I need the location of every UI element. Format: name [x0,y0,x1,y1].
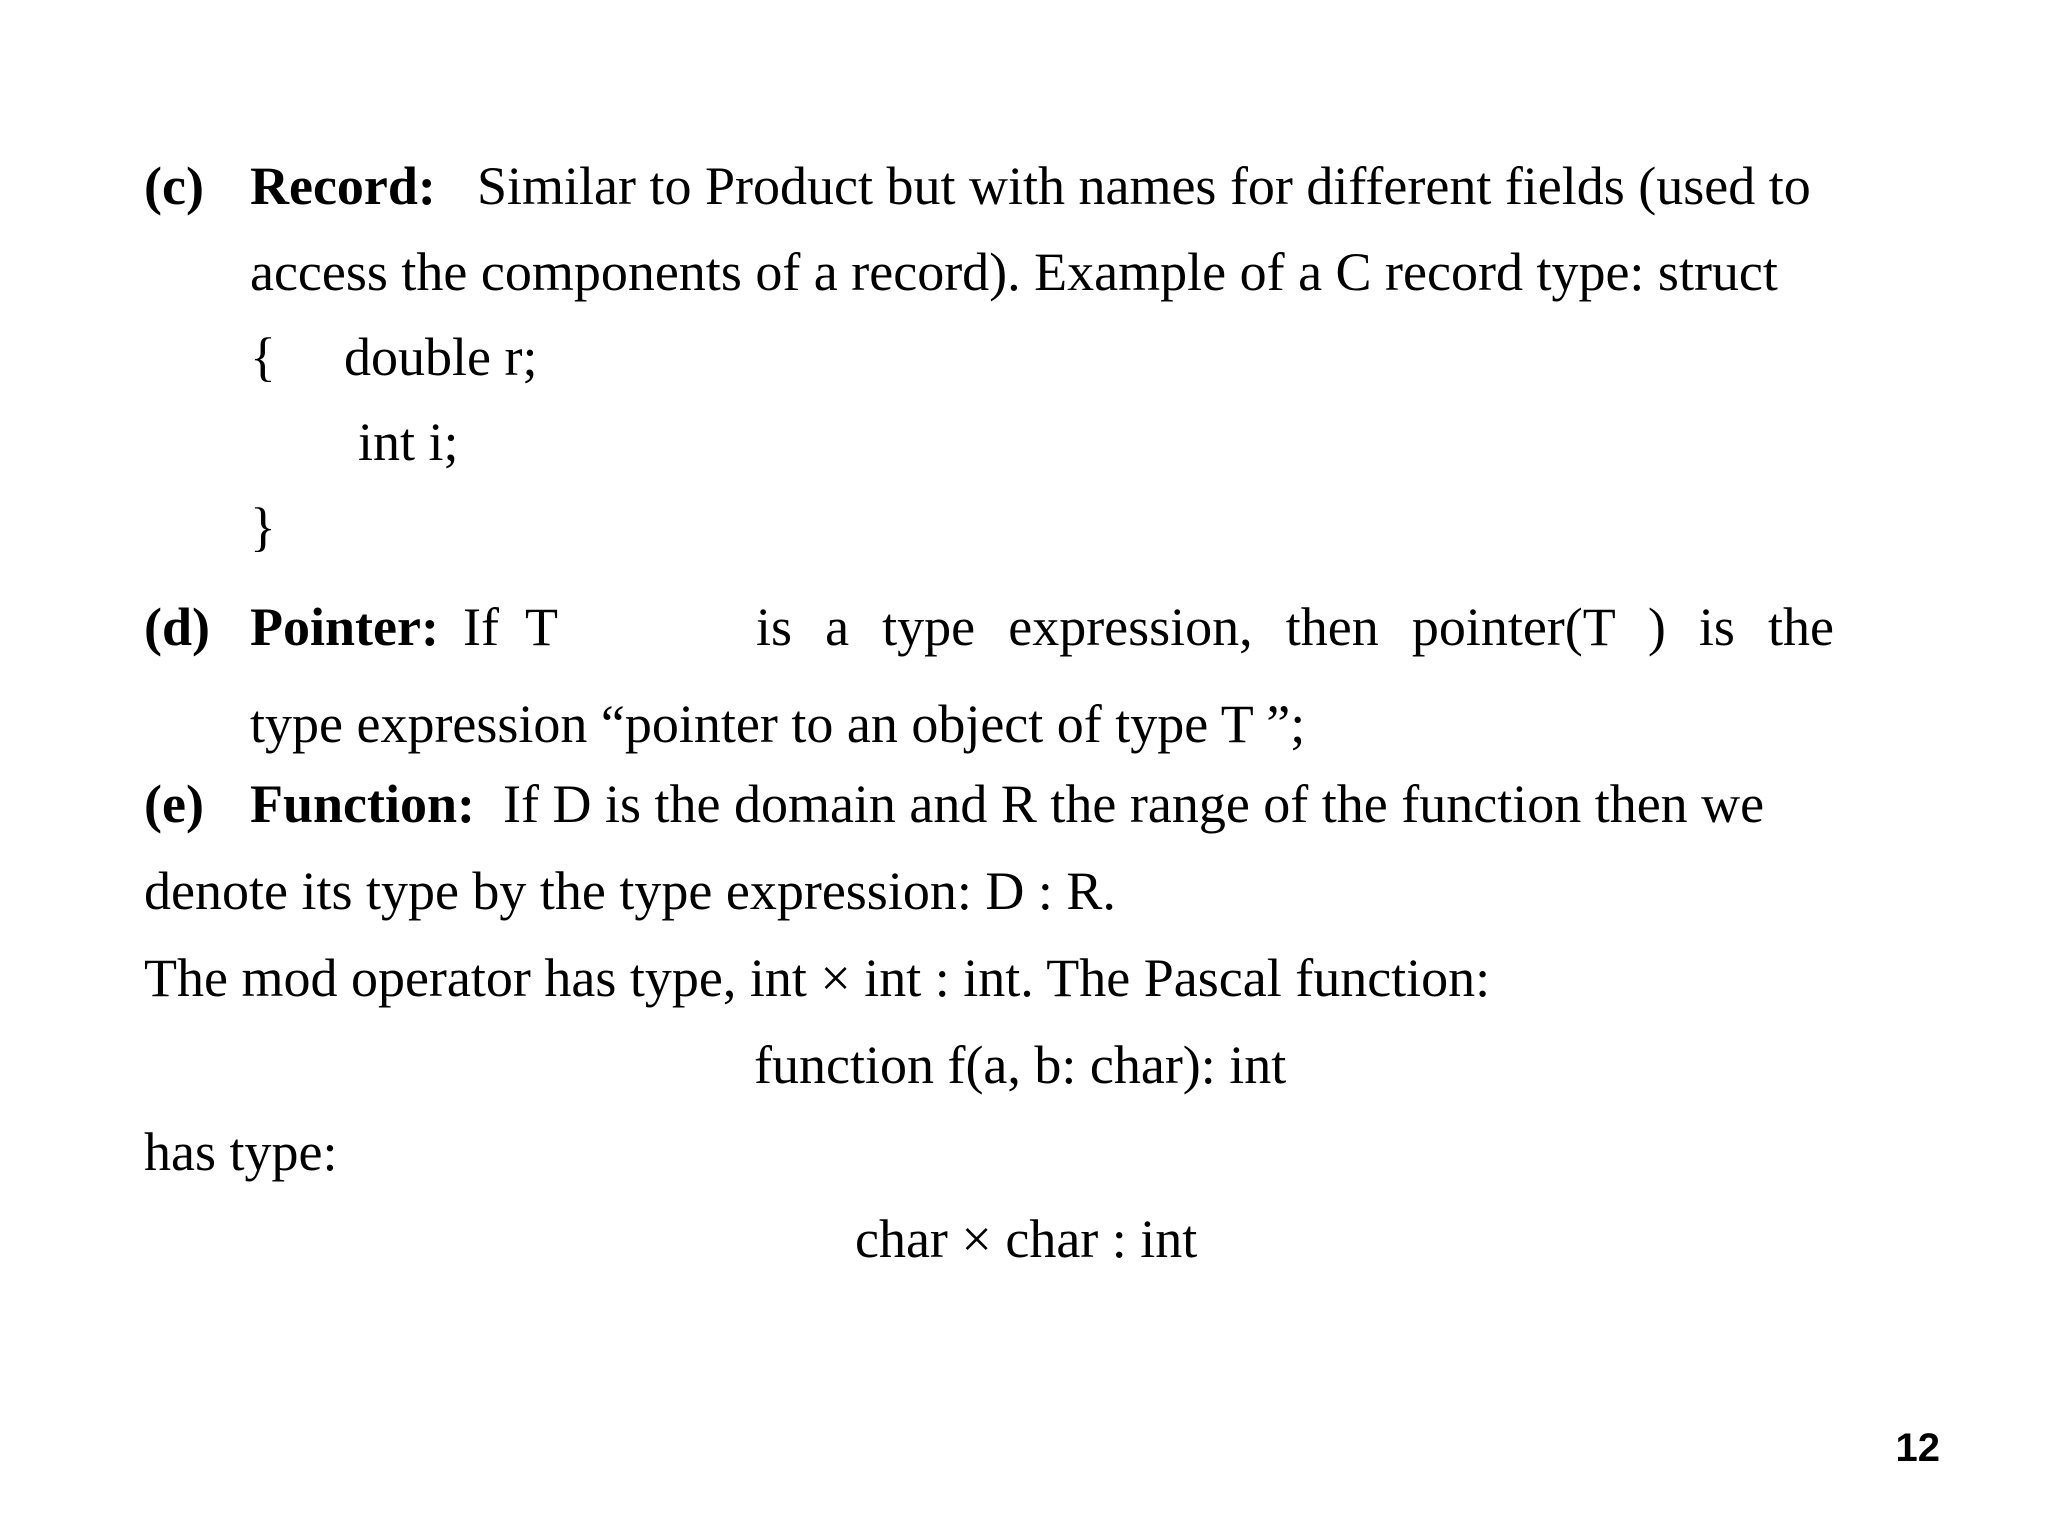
paragraph-has-type: has type: [144,1122,338,1182]
code-close-brace: } [250,497,276,557]
result-type-expression: char × char : int [855,1209,1198,1269]
item-d-line2: type expression “pointer to an object of type T ”; [250,694,1306,754]
item-c-heading: Record: [250,156,436,216]
page-number: 12 [1895,1426,1940,1470]
item-d-text-b: is a type expression, then pointer(T ) is the [756,597,1834,657]
item-e-marker: (e) [144,774,204,834]
item-c-line2: access the components of a record). Example of a C record type: struct [250,242,1778,302]
code-field-int: int i; [358,412,459,472]
paragraph-mod-operator: The mod operator has type, int × int : int. The Pascal function: [144,948,1491,1008]
item-e-line1: If D is the domain and R the range of the function then we [503,774,1765,834]
item-e-line2: denote its type by the type expression: D : R. [144,861,1116,921]
item-d-marker: (d) [144,597,210,657]
function-declaration: function f(a, b: char): int [754,1035,1287,1095]
item-d-text-a: If T [463,597,558,657]
item-d-heading: Pointer: [250,597,439,657]
item-c-marker: (c) [144,156,204,216]
item-c-line1: Similar to Product but with names for different fields (used to [477,156,1811,216]
code-field-double: double r; [344,327,538,387]
code-open-brace: { [250,327,276,387]
item-e-heading: Function: [250,774,476,834]
